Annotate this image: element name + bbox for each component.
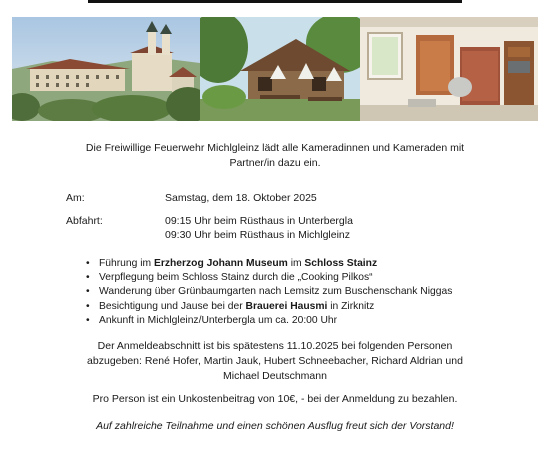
intro-text [40,141,510,171]
registration-text: Der Anmeldeabschnitt ist bis spätestens 11.10.2025 bei folgenden Personen abzugeben: René Hofer, Martin Jauk, Hubert Schneebacher, Richard Aldrian und Michael Deutschmann [87,340,463,382]
list-item: • Verpflegung beim Schloss Stainz durch die „Cooking Pilkos“ [86,271,526,285]
bullet: • [86,314,90,326]
list-item: • Wanderung über Grünbaumgarten nach Lemsitz zum Buschenschank Niggas [86,285,526,299]
fee-text: Pro Person ist ein Unkostenbeitrag von 10€, - bei der Anmeldung zu bezahlen. [92,393,458,405]
program-list [86,257,526,328]
photo-strip [12,17,538,121]
bullet: • [86,286,90,298]
list-item: • Besichtigung und Jause bei der Brauerei Hausmi in Zirknitz [86,300,526,314]
list-item: • Führung im Erzherzog Johann Museum im Schloss Stainz [86,257,526,271]
departure-label: Abfahrt: [66,215,103,227]
brewery-interior-photo [360,17,538,121]
castle-photo [12,17,200,121]
date-label: Am: [66,192,85,204]
departure-time-2: 09:30 Uhr beim Rüsthaus in Michlgleinz [165,229,351,241]
list-item: • Ankunft in Michlgleinz/Unterbergla um ca. 20:00 Uhr [86,314,526,328]
closing-text: Auf zahlreiche Teilnahme und einen schönen Ausflug freut sich der Vorstand! [96,420,454,432]
bullet: • [86,300,90,312]
date-value: Samstag, dem 18. Oktober 2025 [165,192,317,204]
intro-line: Die Freiwillige Feuerwehr Michlgleinz lädt alle Kameradinnen und Kameraden mit [85,142,465,154]
intro-line: Partner/in dazu ein. [229,157,321,169]
heading-underline [88,0,462,3]
departure-time-1: 09:15 Uhr beim Rüsthaus in Unterbergla [165,215,353,227]
bullet: • [86,258,90,269]
bullet: • [86,272,90,284]
buschenschank-photo [200,17,360,121]
